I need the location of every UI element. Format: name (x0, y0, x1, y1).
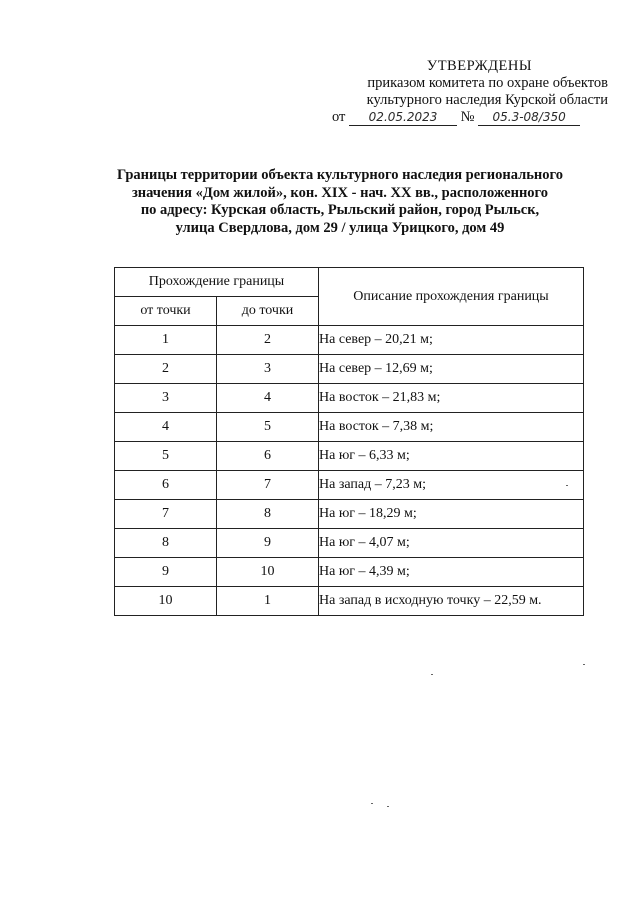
table-row (115, 384, 584, 413)
boundary-table (114, 267, 584, 616)
table-row (115, 326, 584, 355)
from-point-cell: 10 (115, 587, 217, 616)
table-row (115, 587, 584, 616)
table-row (115, 355, 584, 384)
table-row (115, 442, 584, 471)
to-point-cell: 7 (217, 471, 319, 500)
description-cell: На запад в исходную точку – 22,59 м. (319, 587, 584, 616)
from-point-cell: 7 (115, 500, 217, 529)
header-boundary-passage: Прохождение границы (115, 268, 319, 297)
scan-speck (566, 485, 568, 486)
to-point-cell: 1 (217, 587, 319, 616)
description-cell: На север – 20,21 м; (319, 326, 584, 355)
from-point-cell: 5 (115, 442, 217, 471)
to-point-cell: 2 (217, 326, 319, 355)
to-point-cell: 8 (217, 500, 319, 529)
description-cell: На запад – 7,23 м; (319, 471, 584, 500)
table-row (115, 558, 584, 587)
to-point-cell: 5 (217, 413, 319, 442)
from-point-cell: 9 (115, 558, 217, 587)
to-point-cell: 4 (217, 384, 319, 413)
table-header-row (115, 268, 584, 297)
scan-speck (431, 674, 433, 675)
header-to-point: до точки (217, 297, 319, 326)
description-cell: На север – 12,69 м; (319, 355, 584, 384)
approval-line-2: культурного наследия Курской области (366, 92, 608, 108)
table-row (115, 471, 584, 500)
header-description: Описание прохождения границы (319, 268, 584, 326)
to-point-cell: 10 (217, 558, 319, 587)
title-line-4: улица Свердлова, дом 29 / улица Урицкого, дом 49 (175, 219, 505, 236)
to-point-cell: 3 (217, 355, 319, 384)
title-line-2: значения «Дом жилой», кон. XIX - нач. XX вв., расположенного (131, 184, 549, 201)
scan-speck (371, 803, 373, 804)
order-number: 05.3-08/350 (478, 110, 580, 126)
description-cell: На восток – 21,83 м; (319, 384, 584, 413)
description-cell: На юг – 4,39 м; (319, 558, 584, 587)
from-point-cell: 1 (115, 326, 217, 355)
table-row (115, 413, 584, 442)
header-from-point: от точки (115, 297, 217, 326)
approval-block (318, 58, 608, 126)
from-point-cell: 6 (115, 471, 217, 500)
approval-heading: УТВЕРЖДЕНЫ (426, 58, 532, 74)
from-point-cell: 8 (115, 529, 217, 558)
title-line-1: Границы территории объекта культурного наследия регионального (117, 167, 563, 183)
date-prefix: от (332, 109, 346, 125)
number-prefix: № (460, 109, 475, 125)
document-title (80, 167, 600, 237)
description-cell: На юг – 6,33 м; (319, 442, 584, 471)
title-line-3: по адресу: Курская область, Рыльский район, город Рыльск, (140, 202, 540, 218)
from-point-cell: 4 (115, 413, 217, 442)
scan-speck (583, 664, 585, 665)
table-row (115, 529, 584, 558)
from-point-cell: 2 (115, 355, 217, 384)
approval-order-line (332, 109, 608, 126)
from-point-cell: 3 (115, 384, 217, 413)
table-row (115, 500, 584, 529)
description-cell: На юг – 4,07 м; (319, 529, 584, 558)
scan-speck (387, 806, 389, 807)
approval-line-1: приказом комитета по охране объектов (367, 75, 608, 91)
order-date: 02.05.2023 (349, 110, 457, 126)
description-cell: На юг – 18,29 м; (319, 500, 584, 529)
to-point-cell: 9 (217, 529, 319, 558)
to-point-cell: 6 (217, 442, 319, 471)
description-cell: На восток – 7,38 м; (319, 413, 584, 442)
